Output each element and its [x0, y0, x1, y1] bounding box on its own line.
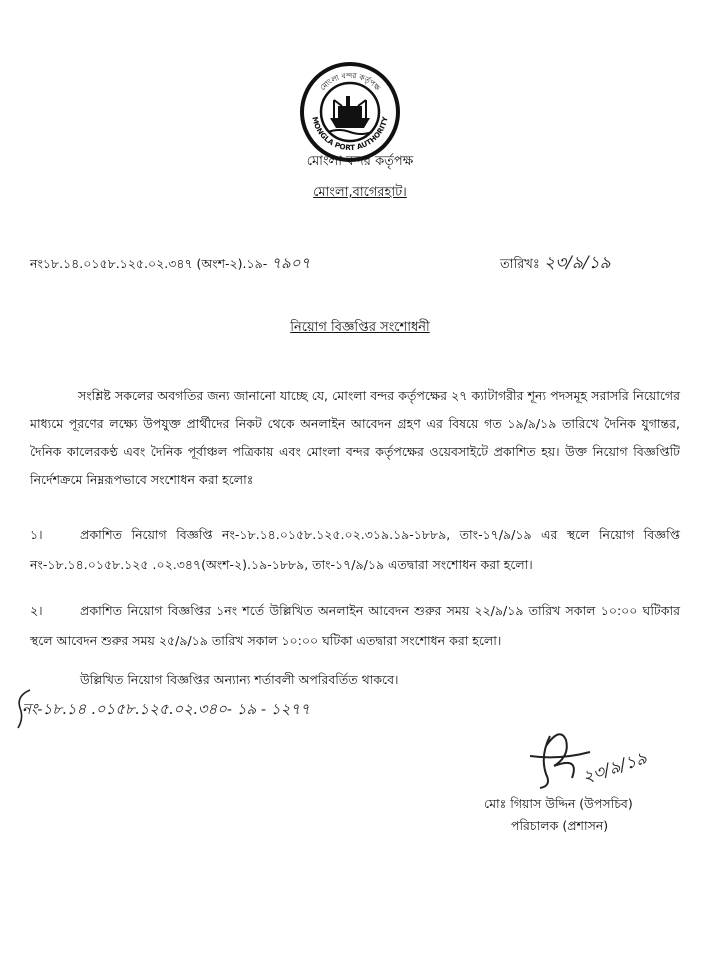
logo-text-bottom: MONGLA PORT AUTHORITY: [310, 115, 390, 153]
signer-name: মোঃ গিয়াস উদ্দিন (উপসচিব): [484, 796, 633, 811]
memo-date: [500, 250, 611, 278]
organization-address: [0, 183, 720, 204]
item-number: ১।: [30, 527, 43, 542]
subject-line: [0, 318, 720, 339]
item-text: প্রকাশিত নিয়োগ বিজ্ঞপ্তির ১নং শর্তে উল্লিখিত অনলাইন আবেদন শুরুর সময় ২২/৯/১৯ তারিখ সকাল ১০:০০ ঘটিকার স্থলে আবেদন শুরুর সময় ২৫/৯/১৯ তারিখ সকাল ১০:০০ ঘটিকা এতদ্বারা সংশোধন করা হলো।: [30, 603, 680, 648]
item-text: প্রকাশিত নিয়োগ বিজ্ঞপ্তি নং-১৮.১৪.০১৫৮.১২৫.০২.৩১৯.১৯-১৮৮৯, তাং-১৭/৯/১৯ এর স্থলে নিয়োগ বিজ্ঞপ্তি নং-১৮.১৪.০১৫৮.১২৫ .০২.৩৪৭(অংশ-২).১৯-১৮৮৯, তাং-১৭/৯/১৯ এতদ্বারা সংশোধন করা হলো।: [30, 527, 680, 572]
memo-number-text: নং১৮.১৪.০১৫৮.১২৫.০২.৩৪৭ (অংশ-২).১৯-: [30, 256, 268, 271]
signature: [510, 716, 690, 796]
logo-text-top: মোংলা বন্দর কর্তৃপক্ষ: [318, 70, 382, 93]
subject-text: নিয়োগ বিজ্ঞপ্তির সংশোধনী: [290, 320, 430, 335]
date-label: তারিখঃ: [500, 257, 540, 272]
mongla-port-authority-logo: [298, 60, 402, 164]
list-item: [30, 596, 680, 656]
list-item: [30, 520, 680, 580]
memo-number: [30, 252, 310, 277]
item-number: ২।: [30, 603, 43, 618]
handwritten-date: ২৩/৯/১৯: [544, 253, 611, 273]
organization-name: মোংলা বন্দর কর্তৃপক্ষ: [306, 154, 414, 169]
signer-designation: পরিচালক (প্রশাসন): [511, 818, 609, 833]
address-text: মোংলা,বাগেরহাট।: [313, 185, 407, 200]
signature-date: ২৩/৯/১৯: [579, 748, 650, 788]
handwritten-serial: ৭৯০৭: [271, 254, 311, 272]
body-paragraph: সংশ্লিষ্ট সকলের অবগতির জন্য জানানো যাচ্ছে যে, মোংলা বন্দর কর্তৃপক্ষের ২৭ ক্যাটাগরীর শূন্য পদসমূহ সরাসরি নিয়োগের মাধ্যমে পূরণের লক্ষ্যে উপযুক্ত প্রার্থীদের নিকট থেকে অনলাইন আবেদন গ্রহণ এর বিষয়ে গত ১৯/৯/১৯ তারিখে দৈনিক যুগান্তর, দৈনিক কালেরকণ্ঠ এবং দৈনিক পূর্বাঞ্চল পত্রিকায় এবং মোংলা বন্দর কর্তৃপক্ষের ওয়েবসাইটে প্রকাশিত হয়। উক্ত নিয়োগ বিজ্ঞপ্তিটি নির্দেশক্রমে নিম্নরূপভাবে সংশোধন করা হলোঃ: [30, 388, 680, 487]
closing-statement: উল্লিখিত নিয়োগ বিজ্ঞপ্তির অন্যান্য শর্তাবলী অপরিবর্তিত থাকবে।: [80, 672, 399, 687]
handwritten-reference-note: নং-১৮.১৪ .০১৫৮.১২৫.০২.৩৪০- ১৯ - ১২৭৭: [22, 700, 310, 718]
